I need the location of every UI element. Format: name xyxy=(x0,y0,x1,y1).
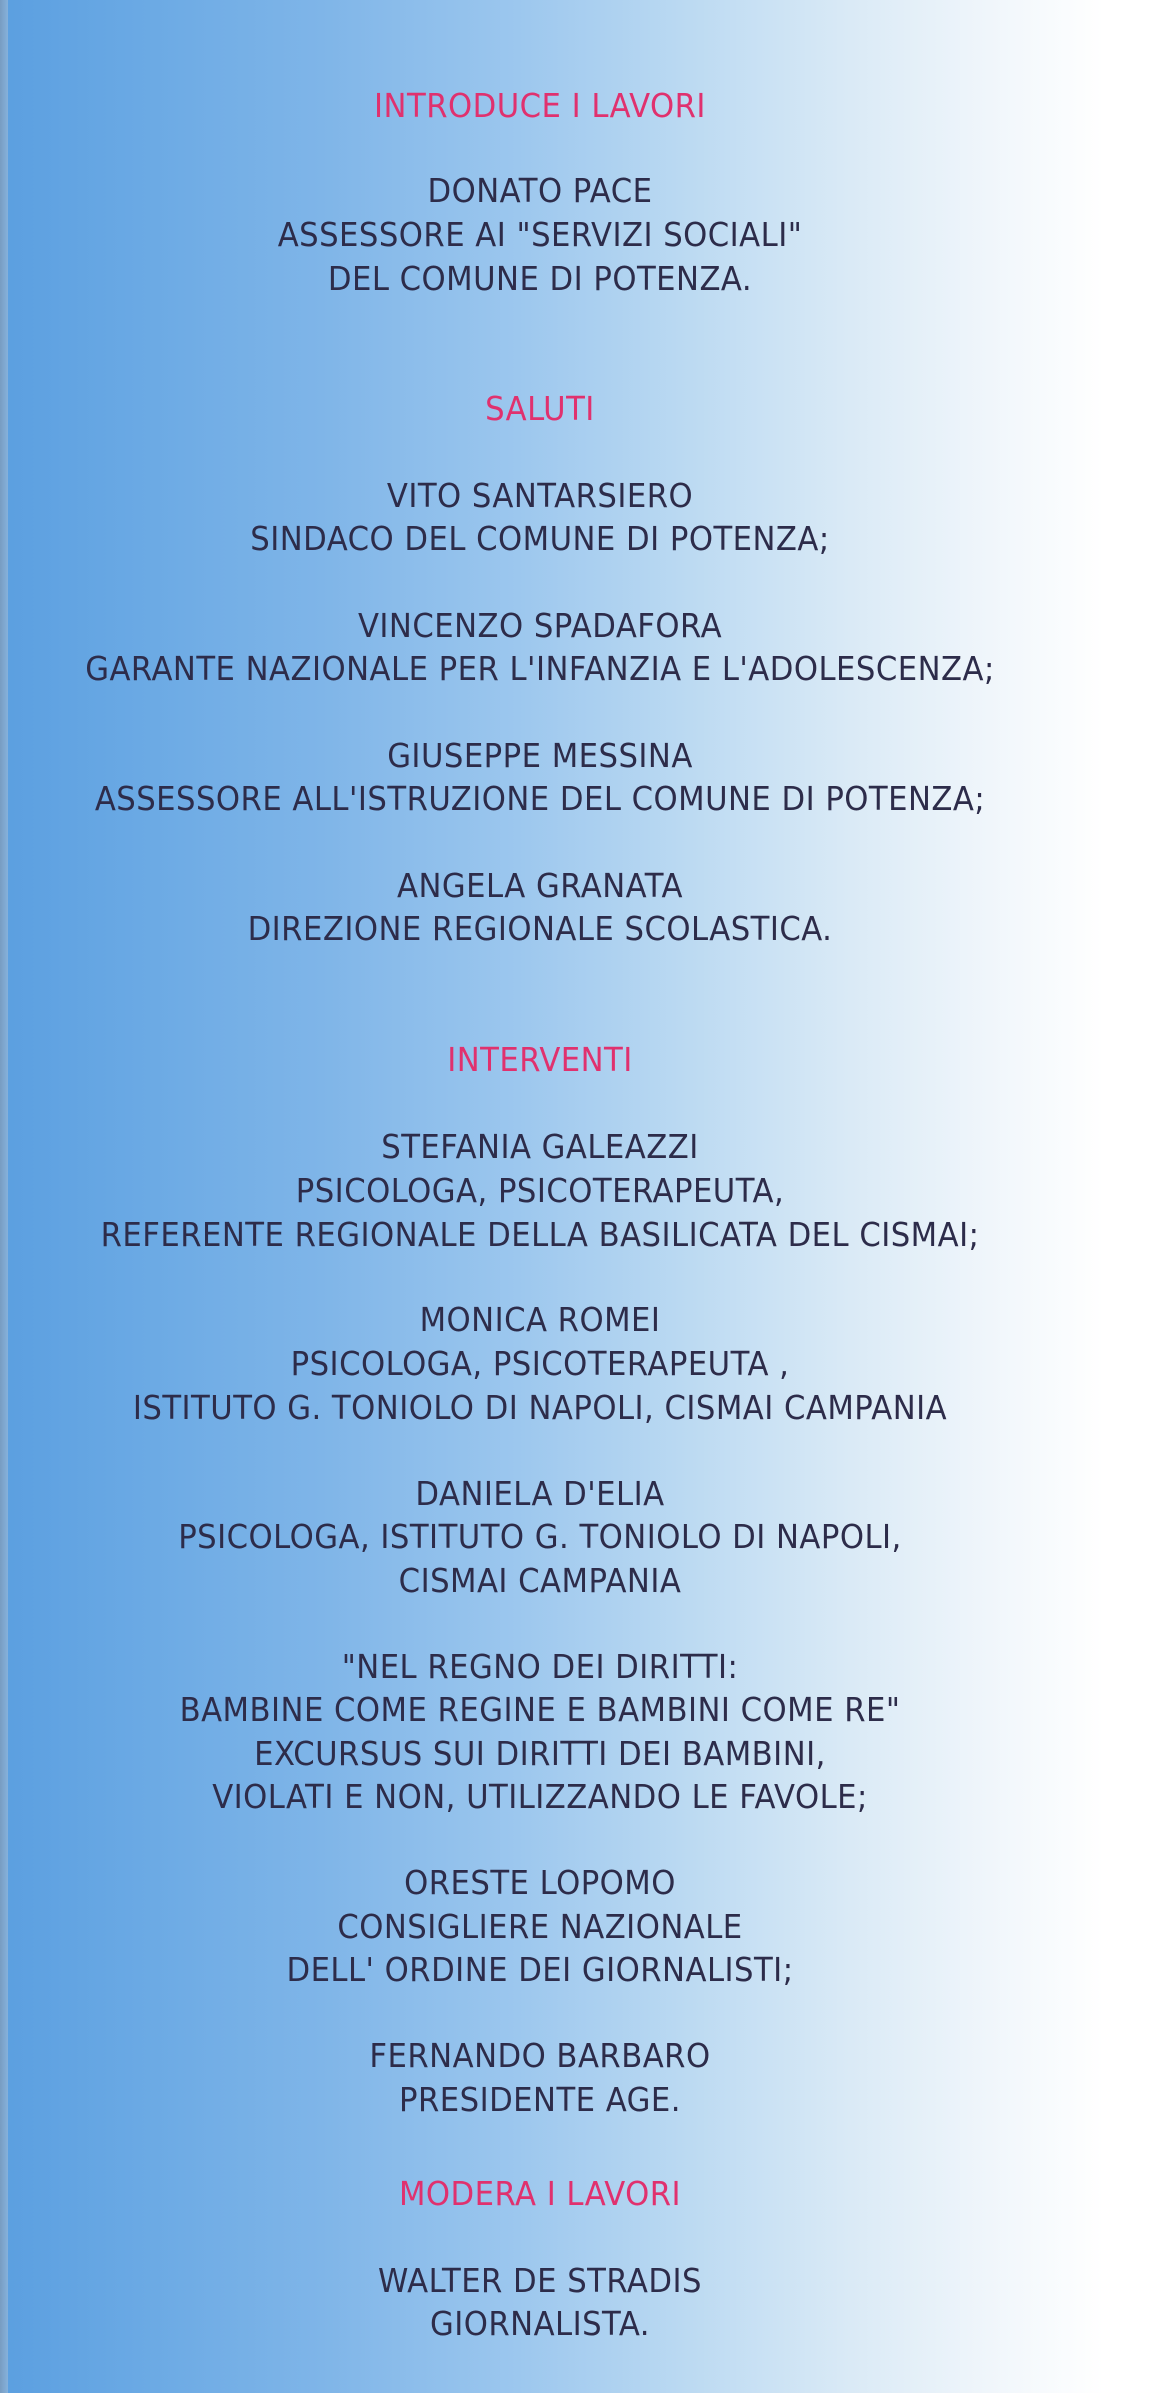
speaker-name: STEFANIA GALEAZZI xyxy=(381,1127,699,1166)
speaker-name: ORESTE LOPOMO xyxy=(404,1863,676,1902)
talk-title: "NEL REGNO DEI DIRITTI: xyxy=(341,1647,739,1686)
section-heading-introduce: INTRODUCE I LAVORI xyxy=(374,86,706,125)
speaker-name: VITO SANTARSIERO xyxy=(386,476,694,515)
speaker-role: REFERENTE REGIONALE DELLA BASILICATA DEL CISMAI; xyxy=(100,1215,980,1254)
speaker-name: DONATO PACE xyxy=(427,171,653,210)
talk-description: VIOLATI E NON, UTILIZZANDO LE FAVOLE; xyxy=(212,1777,868,1816)
speaker-role: DIREZIONE REGIONALE SCOLASTICA. xyxy=(247,909,833,948)
talk-title: BAMBINE COME REGINE E BAMBINI COME RE" xyxy=(179,1690,901,1729)
speaker-role: ASSESSORE AI "SERVIZI SOCIALI" xyxy=(277,215,803,254)
section-heading-interventi: INTERVENTI xyxy=(447,1040,633,1079)
speaker-role: GIORNALISTA. xyxy=(429,2304,651,2343)
speaker-role: DEL COMUNE DI POTENZA. xyxy=(327,259,753,298)
speaker-name: GIUSEPPE MESSINA xyxy=(387,736,693,775)
speaker-name: WALTER DE STRADIS xyxy=(378,2261,702,2300)
speaker-role: PSICOLOGA, PSICOTERAPEUTA , xyxy=(290,1344,790,1383)
speaker-name: ANGELA GRANATA xyxy=(397,866,683,905)
speaker-name: VINCENZO SPADAFORA xyxy=(357,606,723,645)
speaker-role: PSICOLOGA, PSICOTERAPEUTA, xyxy=(295,1171,785,1210)
speaker-name: MONICA ROMEI xyxy=(419,1300,661,1339)
talk-description: EXCURSUS SUI DIRITTI DEI BAMBINI, xyxy=(254,1734,826,1773)
speaker-role: ISTITUTO G. TONIOLO DI NAPOLI, CISMAI CAMPANIA xyxy=(132,1388,948,1427)
speaker-role: ASSESSORE ALL'ISTRUZIONE DEL COMUNE DI POTENZA; xyxy=(94,779,986,818)
speaker-role: SINDACO DEL COMUNE DI POTENZA; xyxy=(250,519,830,558)
section-heading-saluti: SALUTI xyxy=(485,389,595,428)
section-heading-modera: MODERA I LAVORI xyxy=(398,2174,682,2213)
speaker-role: PRESIDENTE AGE. xyxy=(399,2080,681,2119)
speaker-role: PSICOLOGA, ISTITUTO G. TONIOLO DI NAPOLI, xyxy=(178,1517,902,1556)
speaker-role: CISMAI CAMPANIA xyxy=(398,1561,682,1600)
speaker-role: DELL' ORDINE DEI GIORNALISTI; xyxy=(286,1950,794,1989)
speaker-role: CONSIGLIERE NAZIONALE xyxy=(337,1907,743,1946)
speaker-role: GARANTE NAZIONALE PER L'INFANZIA E L'ADOLESCENZA; xyxy=(85,649,995,688)
scan-edge xyxy=(0,0,8,2393)
speaker-name: FERNANDO BARBARO xyxy=(369,2036,711,2075)
speaker-name: DANIELA D'ELIA xyxy=(415,1474,665,1513)
